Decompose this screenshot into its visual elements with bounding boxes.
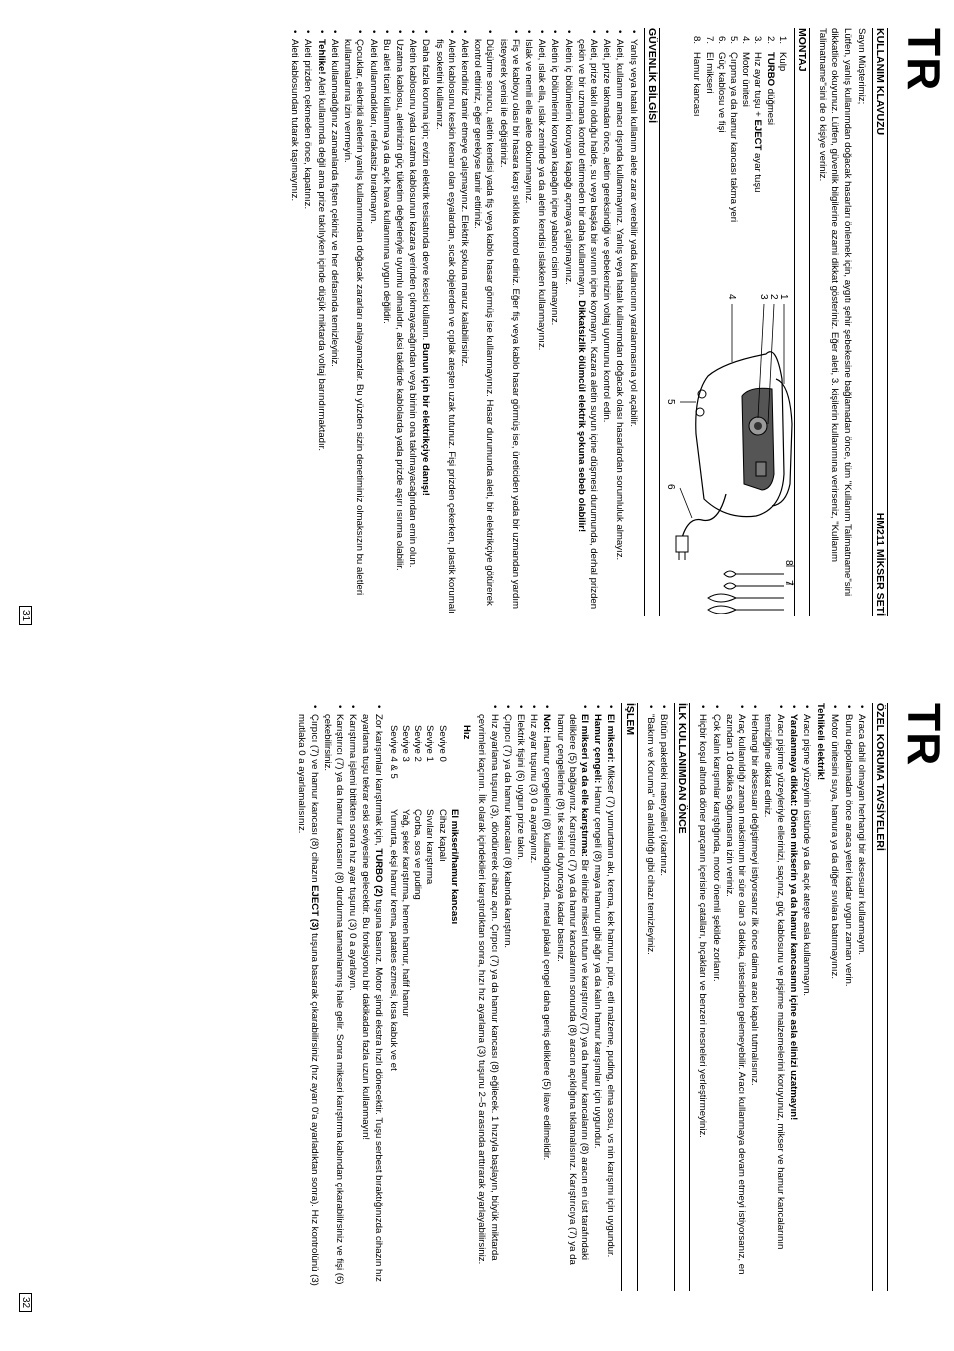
part-bold: EJECT [752, 119, 764, 151]
page-31 [0, 0, 954, 675]
item-text: Aleti kullanmadığınız zamanlarda fişten çekiniz ve her defasında temizleyiniz. [328, 39, 340, 367]
item-bold: El mikseri: [605, 714, 617, 763]
list-item [800, 714, 812, 1291]
list-item [359, 714, 383, 1291]
plug-shape [676, 536, 688, 552]
language-tag: TR [898, 28, 950, 92]
list-item [514, 714, 526, 1291]
mixer-diagram [664, 284, 796, 614]
item-text: Aleti, prize takılı olduğu halde, su veya başka bir sıvının içine koymayın. Kazara aletin suyun içine düşmesi durumunda, derhal prizden çekin ve bir uzmana kontrol ettirmeden bir daha kullanmayın. [575, 39, 599, 610]
item-text: "Bakım ve Koruma" da anlatıldığı gibi cihazı temizleyiniz. [644, 714, 656, 955]
list-item [657, 714, 669, 1291]
danger-heading: Tehlikeli elektrik! [815, 703, 827, 781]
page-number: 31 [19, 606, 32, 625]
item-text: Aletin kablosunu yada uzatma kablosunun kazara yerinden çıkmayacağından veya birinin ona takılmayacağından emin olun. [407, 39, 419, 568]
item-text: Aleti kablosundan tutarak taşımayınız. [289, 39, 301, 202]
speed-level: Seviye 1 [424, 725, 436, 762]
beaters-and-hooks [708, 571, 784, 614]
item-text: Islak ve nemli elle alete dokunmayınız. [522, 39, 534, 204]
item-text: Hamur çengellerini (8) kullandığınızda, metal plakalı çengel daha geniş deliklere (5) ilave edilmelidir. [541, 733, 553, 1161]
special-list-2 [696, 703, 812, 1291]
list-item [855, 714, 867, 1291]
speed-use: Cihaz kapalı [436, 809, 448, 862]
item-text: Çok kalın karışımlar karıştığında, motor önemli şekilde zorlanır. [710, 714, 722, 982]
figure-label: 6 [664, 484, 676, 490]
item-bold: Not: [541, 714, 553, 734]
item-text: Aleti, prize takmadan önce, aletin gereksindiği ve şebekenizin voltaj uyumunu kontrol edin. [601, 39, 613, 423]
page-number: 32 [19, 1293, 32, 1312]
list-item [561, 39, 573, 616]
list-item [841, 714, 853, 1291]
item-bold: Bunun için bir elektrikçiye danışı! [420, 342, 432, 496]
list-item [288, 39, 300, 616]
section-header-kullanim [872, 28, 888, 616]
list-item [723, 714, 747, 1291]
part-text: Hız ayar tuşu + [752, 52, 764, 120]
item-text: Karıştırıcı (7) ya da hamur kancasını (8) durdurma tamamlanmış hale gelir. Sonra mikseri karıştırma kabından çıkarabilirsiniz ve fişi (6) çekebilirsiniz. [321, 714, 346, 1285]
part-number: 6. [715, 36, 727, 45]
part-number: 8. [691, 36, 703, 45]
list-item [406, 39, 418, 616]
section-header-ozel [872, 703, 888, 1291]
figure-label: 1 [777, 294, 789, 300]
list-item [366, 39, 378, 616]
item-text: Fiş ve kabloyu olası bir hasara karşı sıklıkla kontrol ediniz. Eğer fiş veya kablo hasar görmüş ise, üreticiden yada bir uzmandan yardım isteyerek yenisi ile değiştiriniz. [497, 39, 521, 610]
list-item [419, 39, 431, 616]
item-text: Aleti kullanmadıkları, refakatsiz bırakmayın. [367, 39, 379, 225]
list-item [328, 39, 340, 616]
item-text: Karıştırma işlemi bittikten sonra hız ayar tuşunu (3) 0 a ayarlayın. [347, 714, 359, 991]
speed-level: Seviye 4 & 5 [387, 725, 399, 779]
list-item [341, 39, 365, 616]
section-header-islem [621, 703, 637, 1291]
part-text: Çırpma ya da hamur kancası takma yeri [727, 52, 739, 223]
dough-hook-shape [724, 571, 784, 577]
part-number: 4. [740, 36, 752, 45]
item-text: Bütün paketleki materyalleri çıkartınız. [657, 714, 669, 877]
section-title: ÖZEL KORUMA TAVSİYELERİ [874, 703, 886, 851]
dough-hook-shape [724, 583, 784, 589]
item-text: Hamur çengeli (8) maya hamuru gibi ağır ya da kalın hamur karışımları için uygundur. [592, 783, 604, 1149]
section-header-montaj [794, 28, 810, 616]
part-number: 5. [727, 36, 739, 45]
list-item [475, 714, 499, 1291]
list-item [458, 39, 470, 616]
item-text: Uzatma kablosu, aletinizin güç tüketim değerleriyle uyumlu olmalıdır, aksi takdirde kablolarda yada prizde aşırı ısınma olabilir. [393, 39, 405, 571]
page-31-column [286, 28, 894, 616]
list-item [527, 714, 539, 1291]
item-text: Bunu depolamadan önce araca yeteri kadar uygun zaman verin. [842, 714, 854, 987]
list-item [540, 714, 552, 1291]
list-item [787, 714, 799, 1291]
item-bold: TURBO (2) [372, 848, 384, 897]
item-text: Mikser (7) yumurtanın akı, krema, kek hamuru, püre, etli malzeme, puding, elma sosu, vs nin karışımı için uygundur. [605, 762, 617, 1258]
part-text: El mikseri [703, 52, 715, 94]
beater-shape [708, 594, 784, 602]
item-text: Bir elinizle mikseri tutun ve karıştırıcıy (7) ya da hamur kancalarını (8) aracın en üst tarafındaki deliklere (5) bağlayınız. Karıştırıcı (7) ya da hamur kancalarının sonunda (8) aracın açıklığına tıklamalısınız. Karıştırıcıya (7) ya da hamur çengellerine (8) tık sesini duyuncaya kadar basınız. [554, 714, 590, 1265]
list-item [496, 39, 520, 616]
item-text: Motor ünitesini suya, hamura ya da diğer sıvılara batırmayınız. [829, 714, 841, 980]
product-title: HM211 MİKSER SETİ [874, 512, 886, 616]
item-text: Aleti, kullanım amacı dışında kullanmayınız. Yanlış veya hatalı kullanımdan doğacak olası hasarlardan sorumluluk almayız. [614, 39, 626, 561]
speed-use: Sıvıları karıştırma [424, 809, 436, 885]
list-item [644, 714, 656, 1291]
safety-list [288, 28, 638, 616]
list-item [380, 39, 392, 616]
salutation: Sayın Müşterimiz; [855, 28, 867, 105]
item-bold: Hamur çengeli: [592, 714, 604, 784]
item-text: Aracı pişme yüzeyinin üstünde ya da açık ateşte asla kullanmayın. [800, 714, 812, 997]
item-bold: Yaralanmaya dikkat: Dönen mikserin ya da hamur kancasının içine asla elinizi uzatmayın! [787, 714, 799, 1121]
item-text: Aracı pişirme yüzeyleriyle ellerinizi, saçınız, güç kablosunu ve pişirme malzemelerini koruyunuz, mikser ve hamur kancalarının temizliğine dikkat ediniz. [762, 714, 786, 1250]
item-bold: El mikseri ya da elle karıştırma: [578, 714, 590, 857]
section-header-ilk [674, 703, 690, 1291]
item-text: Aletin iç bölümlerini koruyan kapağı açmaya çalışmayınız. [562, 39, 574, 285]
figure-label: 4 [725, 294, 737, 300]
list-item [522, 39, 534, 616]
item-text: tuşuna basarak çıkarabilirsiniz (hız ayarı 0'a ayarladıktan sonra). Hız kontrolünü (3) mutlaka 0 a ayarlamalısınız. [296, 714, 320, 1286]
section-header-guvenlik [644, 28, 660, 616]
list-item [321, 714, 345, 1291]
figure-label: 5 [664, 399, 676, 405]
part-text: ayar tuşu [752, 150, 764, 193]
speed-use: Yumurta, ekşi hamur krema, patates ezmesi, kısa kabuk ve et [387, 809, 399, 1071]
speed-level: Seviye 0 [436, 725, 448, 762]
speed-header-spacer [448, 725, 460, 803]
first-use-list [644, 703, 669, 1291]
list-item [501, 714, 513, 1291]
list-item [301, 39, 313, 616]
page-32-column [293, 703, 894, 1291]
part-number: 2. [764, 36, 776, 45]
speed-use: Çorba, sos ve puding [412, 809, 424, 900]
intro-paragraph: Lütfen, yanlış kullanımdan doğacak hasarları önlemek için, aygıtı şehir şebekesine bağlamadan önce, tüm "Kullanım Talimatname"sini dikkatlice okuyunuz. Lütfen, güvenlik bilgilerine azami dikkat gösteriniz. Eğer aleti, 3. kişilerin kullanımına verirseniz, "Kullanım Talimatname"sini de o kişiye veriniz. [817, 28, 853, 597]
list-item [315, 39, 327, 616]
item-text: Araç kullanıldığı zaman maksimum bir süre olan 3 dakika, üstesinden gelemeyebilir. Aracı kullanmaya devam etmeyi istiyorsanız, en azından 10 dakika soğumasına izin veriniz. [723, 714, 747, 1275]
item-text: Bu aleti ticari kullanıma ya da açık hava kullanımına uygun değildir. [380, 39, 392, 324]
item-text: tuşuna basınız. Motor şimdi ekstra hızlı dönecektir. Tuşu serbest bıraktığınızda cihazın hız ayarlama tuşu tekrar eski seviyesine gelecektir. Bu fonksiyonu bir dakikadan fazla uzun kullanmayın! [360, 714, 384, 1282]
list-item [591, 714, 603, 1291]
speed-level: Seviye 3 [400, 725, 412, 762]
item-text: Aleti kullanımda değil ama prize takılıyken içinde düşük miktarda voltaj barındırmaktadır. [315, 74, 327, 452]
item-text: Daha fazla koruma için; evizin elektrik tesisatında devre kesici kullanın. [420, 39, 432, 343]
part-bold: TURBO [764, 52, 776, 87]
figure-label: 8 [782, 560, 794, 566]
speed-level: Seviye 2 [412, 725, 424, 762]
part-text: Hamur kancası [691, 52, 703, 117]
part-text: Motor ünitesi [740, 52, 752, 107]
list-item [600, 39, 612, 616]
item-text: Aletin kablosunu keskin kenarı olan eşyalardan, sıcak objelerden ve çıplak ateşten uzak tutunuz. Fişi prizden çekerken, plastik korumalı fiş soketini kullanınız. [433, 39, 457, 614]
list-item [432, 39, 456, 616]
list-item [748, 714, 760, 1291]
item-text: Aletin iç bölümlerini koruyan kapağın içine yabancı cisim atmayınız. [549, 39, 561, 326]
page-32 [0, 675, 954, 1351]
speed-header: Hız [461, 725, 473, 740]
section-title: GÜVENLİK BİLGİSİ [645, 28, 658, 124]
figure-label: 3 [757, 294, 769, 300]
list-item [828, 714, 840, 1291]
section-title: İLK KULLANIMDAN ÖNCE [676, 703, 689, 834]
list-item [575, 39, 599, 616]
speed-header-2: El mikseri/hamur kancası [448, 809, 460, 925]
part-text: Kulp [776, 52, 788, 72]
item-text: Aleti, ıslak ella, ıslak zeminde ya da aletin kendisi ıslakken kullanmayınız. [536, 39, 548, 351]
part-number: 3. [752, 36, 764, 45]
item-bold: EJECT (3) [308, 885, 320, 931]
figure-label: 2 [767, 294, 779, 300]
item-text: Çocuklar, elektrikli aletlerin yanlış kullanımından doğacak zararları anlayamazlar. Bu yüzden sizin denetiminiz olmaksızın bu aletleri kullanmalarına izin vermeyin. [342, 39, 366, 596]
list-item [471, 39, 495, 616]
part-text: düğmesi [764, 86, 776, 126]
speed-dial-center [754, 422, 762, 430]
list-item [548, 39, 560, 616]
item-text: Herhangi bir aksesuarı değiştirmeyi istiyorsanız ilk önce daima aracı kapalı tutmalısınız. [749, 714, 761, 1086]
item-text: Çırpıcı (7) ve hamur kancası (8) cihazın [308, 714, 320, 886]
list-item [626, 39, 638, 616]
list-item [535, 39, 547, 616]
speed-table [387, 725, 472, 1291]
item-text: Aleti prizden çekmeden önce, kapatınız. [302, 39, 314, 210]
language-tag: TR [898, 703, 950, 767]
figure-label: 7 [782, 580, 794, 586]
beater-shape [708, 606, 784, 614]
part-number: 7. [703, 36, 715, 45]
socket-shape [696, 408, 704, 416]
item-text: Hız ayar tuşunu (3) 0 a ayarlayınız. [528, 714, 540, 864]
list-item [295, 714, 319, 1291]
list-item [346, 714, 358, 1291]
item-bold: Tehlike! [315, 39, 327, 75]
list-item [761, 714, 785, 1291]
section-title: MONTAJ [795, 28, 808, 72]
item-text: Zor karışımları karıştırmak için, [372, 714, 384, 849]
section-title: KULLANIM KLAVUZU [874, 28, 886, 136]
part-number: 1. [776, 36, 788, 45]
part-text: Güç kablosu ve fişi [715, 52, 727, 133]
montaj-block [664, 28, 794, 616]
item-text: Düşürme sonucu, aletin kendisi yada fiş veya kablo hasar görmüş ise kullanmayınız. Hasar durumunda aleti, bir elektrikçiye götürerek kontrol ettiriniz, eğer gerekiyse tamir ettiriniz. [472, 39, 496, 606]
process-list [475, 703, 616, 1291]
item-text: Hiçbir koşul altında döner parçanın içerisine çatalları, bıçakları ve benzeri nesneleri yerleştirmeyiniz. [697, 714, 709, 1138]
process-list-2 [295, 703, 383, 1291]
item-text: Hız ayarlama tuşunu (3), döndürerek cihazı açın. Çırpıcı (7) ya da hamur kancası (8) eğilecek. 1 hızıyla başlayın, büyük miktarda çevrimleri kaçının. İlk olarak içindekileri karıştırdıktan sonra, hızı hız ayarlama (3) tuşunu 2–5 arasında arttırarak ayarlayabilirsiniz. [476, 714, 500, 1265]
item-text: Çırpıcı (7) ya da hamur kancaları (8) kabında karıştırın. [501, 714, 513, 949]
list-item [696, 714, 708, 1291]
item-text: Yanlış veya hatalı kullanım alete zarar verebilir yada kullanıcının yaralanmasına yol açabilir. [627, 39, 639, 428]
item-text: Aleti kendiniz tamir etmeye çalışmayınız. Elektrik şokuna maruz kalabilirsiniz. [458, 39, 470, 367]
list-item [604, 714, 616, 1291]
list-item [393, 39, 405, 616]
item-text: Elektrik fişini (6) uygun prize takın. [514, 714, 526, 861]
list-item [613, 39, 625, 616]
speed-use: Yağ, şeker karıştırma, hemen hamur, hafif hamur [400, 809, 412, 1017]
turbo-button-shape [756, 462, 766, 476]
list-item [553, 714, 590, 1291]
list-item [709, 714, 721, 1291]
special-list [828, 703, 867, 1291]
item-text: Araca dahil olmayan herhangi bir aksesuarı kullanmayın. [855, 714, 867, 956]
item-bold: Dikkatsizlik ölümcül elektrik şokuna sebeb olabilir! [575, 300, 587, 533]
section-title: İŞLEM [623, 703, 636, 736]
